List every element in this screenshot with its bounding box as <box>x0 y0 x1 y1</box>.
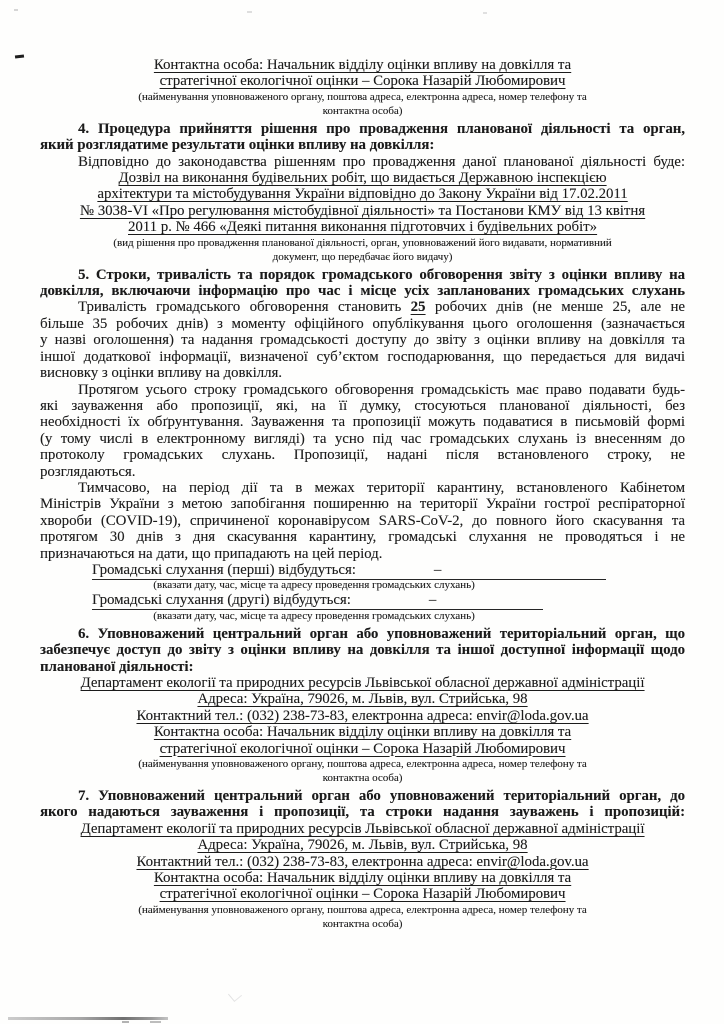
heading-line: 4. Процедура прийняття рішення про провадження планованої діяльності та орган, <box>78 120 685 137</box>
field-caption: (вид рішення про провадження планованої діяльності, орган, уповноважений його видавати, нормативний <box>113 236 612 249</box>
heading-line: 6. Уповноважений центральний орган або уповноважений територіальний орган, що <box>78 625 685 642</box>
paragraph-line: висновку з оцінки впливу на довкілля. <box>40 365 283 382</box>
org-phone-email-text: Контактний тел.: (032) 238-73-83, електронна адреса: envir@loda.gov.ua <box>136 853 589 870</box>
org-line <box>40 741 685 757</box>
hearing-second-placeholder: – <box>428 592 437 609</box>
contact-person-text: Контактна особа: Начальник відділу оцінки впливу на довкілля та <box>153 57 572 73</box>
paragraph-line: протоколу громадських слухань. Пропозиції, надані після встановленого строку, не <box>40 447 685 464</box>
paragraph-line: Відповідно до законодавства рішенням про провадження даної планованої діяльності буде: <box>78 153 685 170</box>
paragraph-line: (у тому числі в електронному вигляді) та усно під час громадських слухань із внесенням до <box>40 430 685 447</box>
paragraph-line: Протягом усього строку громадського обговорення громадськість має право подавати будь- <box>78 381 685 398</box>
heading-line: забезпечує доступ до звіту з оцінки впливу на довкілля та іншої доступної інформації щодо <box>40 642 685 659</box>
field-caption: (найменування уповноваженого органу, поштова адреса, електронна адреса, номер телефону та <box>138 903 587 916</box>
org-name-text: Департамент екології та природних ресурсів Львівської обласної державної адміністрації <box>80 820 645 837</box>
scan-speck <box>483 12 487 14</box>
org-line <box>40 854 685 870</box>
paragraph-line: призначаються на дати, що припадають на цей період. <box>40 545 383 562</box>
hearing-first-label: Громадські слухання (перші) відбудуться: <box>92 561 356 578</box>
heading-line: 7. Уповноважений центральний орган або уповноважений територіальний орган, до <box>78 788 685 805</box>
heading-line: якого надаються зауваження і пропозиції, та строки надання зауважень і пропозицій: <box>40 804 685 821</box>
org-phone-email-text: Контактний тел.: (032) 238-73-83, електронна адреса: envir@loda.gov.ua <box>136 707 589 724</box>
section-5-heading <box>40 267 685 300</box>
duration-days-value: 25 <box>410 299 426 316</box>
paragraph-line: Міністрів України з метою запобігання поширенню на території України гострої респіраторної <box>40 496 685 513</box>
decision-line <box>40 219 685 235</box>
org-line <box>40 708 685 724</box>
heading-line: який розглядатиме результати оцінки впливу на довкілля: <box>40 137 435 154</box>
section-7-heading <box>40 788 685 821</box>
org-line <box>40 870 685 886</box>
paragraph-line: Тимчасово, на період дії та в межах території карантину, встановленого Кабінетом <box>78 479 685 496</box>
decision-line <box>40 186 685 202</box>
org-address-text: Адреса: Україна, 79026, м. Львів, вул. Стрийська, 98 <box>197 691 528 708</box>
decision-text: 2011 р. № 466 «Деякі питання виконання підготовчих і будівельних робіт» <box>128 219 597 236</box>
paragraph-line: розглядаються. <box>40 463 136 480</box>
field-caption: контактна особа) <box>322 772 403 785</box>
org-line <box>40 837 685 853</box>
paragraph-line: хвороби (COVID-19), спричиненої коронавірусом SARS-CoV-2, до повного його скасування та <box>40 512 685 529</box>
field-caption: документ, що передбачає його видачу) <box>272 250 453 263</box>
paragraph-line: іншої додаткової інформації, визначеної суб’єктом господарювання, що передається для видачі <box>40 348 685 365</box>
org-contact-text: Контактна особа: Начальник відділу оцінки впливу на довкілля та <box>153 870 572 887</box>
org-line <box>40 821 685 837</box>
contact-person-text: стратегічної екологічної оцінки – Сорока Назарій Любомирович <box>159 73 566 90</box>
decision-text: Дозвіл на виконання будівельних робіт, що видається Державною інспекцією <box>118 170 607 187</box>
org-line <box>40 724 685 740</box>
decision-line <box>40 170 685 186</box>
field-caption: контактна особа) <box>322 104 403 117</box>
hearing-first-row <box>40 562 685 578</box>
field-caption: (вказати дату, час, місце та адресу проведення громадських слухань) <box>153 609 475 622</box>
org-contact-text: стратегічної екологічної оцінки – Сорока Назарій Любомирович <box>159 740 566 757</box>
scan-artifact-mark <box>228 988 242 1002</box>
heading-line: довкілля, включаючи інформацію про час і місце усіх запланованих громадських слухань <box>40 283 685 300</box>
org-address-text: Адреса: Україна, 79026, м. Львів, вул. Стрийська, 98 <box>197 837 528 854</box>
scan-speck <box>14 9 18 11</box>
contact-line <box>40 73 685 89</box>
contact-line <box>40 57 685 73</box>
org-line <box>40 675 685 691</box>
document-content <box>40 57 685 931</box>
field-caption: контактна особа) <box>322 917 403 930</box>
scan-artifact-line <box>8 1017 168 1020</box>
org-contact-text: стратегічної екологічної оцінки – Сорока Назарій Любомирович <box>159 886 566 903</box>
hearing-first-placeholder: – <box>433 561 442 578</box>
org-line <box>40 691 685 707</box>
duration-post: робочих днів (не менше 25, але не <box>425 299 685 316</box>
paragraph-line: які зауваження або пропозиції, які, на її думку, стосуються планованої діяльності, без <box>40 397 685 414</box>
org-contact-text: Контактна особа: Начальник відділу оцінки впливу на довкілля та <box>153 724 572 741</box>
paragraph-line: необхідності їх обґрунтування. Зауваження та пропозиції можуть подаватися в письмовій формі <box>40 414 685 431</box>
hearing-second-row <box>40 592 685 608</box>
heading-line: планованої діяльності: <box>40 658 194 675</box>
heading-line: 5. Строки, тривалість та порядок громадського обговорення звіту з оцінки впливу на <box>78 266 685 283</box>
decision-text: № 3038-VI «Про регулювання містобудівної діяльності» та Постанови КМУ від 13 квітня <box>79 202 646 219</box>
scan-artifact-dash <box>15 54 24 58</box>
paragraph-line: у назві оголошення) та надання громадськості доступу до звіту з оцінки впливу на довкілля та <box>40 332 685 349</box>
decision-text: архітектури та містобудування України відповідно до Закону України від 17.02.2011 <box>97 186 628 203</box>
hearing-first-blank-field <box>356 562 606 578</box>
scan-speck <box>247 11 252 13</box>
section-4-heading <box>40 121 685 154</box>
field-caption: (найменування уповноваженого органу, поштова адреса, електронна адреса, номер телефону та <box>138 90 587 103</box>
decision-line <box>40 203 685 219</box>
paragraph-line: більше 35 робочих днів) з моменту офіційного опублікування цього оголошення (зазначається <box>40 315 685 332</box>
field-caption: (найменування уповноваженого органу, поштова адреса, електронна адреса, номер телефону та <box>138 758 587 771</box>
hearing-second-blank-field <box>351 592 543 608</box>
hearing-second-label: Громадські слухання (другі) відбудуться: <box>92 592 351 609</box>
field-caption: (вказати дату, час, місце та адресу проведення громадських слухань) <box>153 579 475 592</box>
org-line <box>40 886 685 902</box>
section-6-heading <box>40 626 685 675</box>
duration-pre: Тривалість громадського обговорення становить <box>78 299 411 316</box>
scan-speck <box>122 1021 129 1023</box>
paragraph-line: протягом 30 днів з дня скасування карантину, громадські слухання не проводяться і не <box>40 529 685 546</box>
paragraph-line <box>40 299 685 315</box>
org-name-text: Департамент екології та природних ресурсів Львівської обласної державної адміністрації <box>80 675 645 691</box>
scan-speck <box>150 1021 161 1023</box>
